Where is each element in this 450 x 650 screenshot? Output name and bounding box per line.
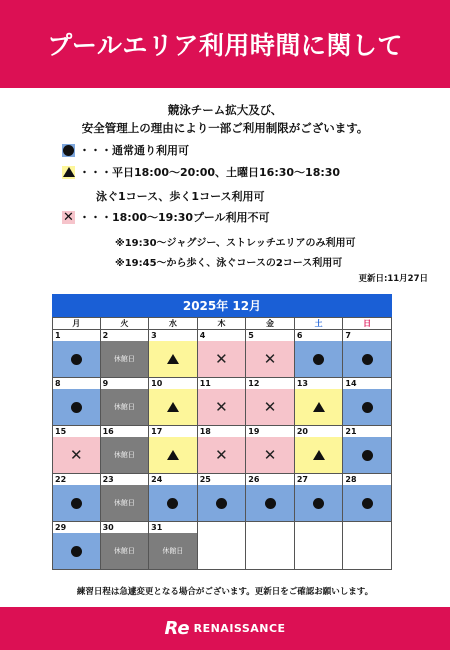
renaissance-logo-icon: Re xyxy=(164,618,190,639)
day-status xyxy=(246,485,294,521)
cross-icon: ✕ xyxy=(215,445,228,464)
weekday-label: 月 xyxy=(52,317,101,330)
legend-tri-label: ・・・平日18:00～20:00、土曜日16:30～18:30 xyxy=(79,166,341,179)
calendar-grid xyxy=(52,317,392,570)
calendar-day-cell xyxy=(295,426,344,474)
day-number: 26 xyxy=(246,474,294,485)
intro-line-1: 競泳チーム拡大及び、 xyxy=(167,103,283,117)
cross-icon: ✕ xyxy=(263,397,277,416)
page-title: プールエリア利用時間に関して xyxy=(47,31,403,60)
day-number: 20 xyxy=(295,426,343,437)
day-status xyxy=(295,437,343,473)
day-number: 17 xyxy=(149,426,197,437)
day-status xyxy=(53,389,100,425)
day-number: 8 xyxy=(53,378,100,389)
triangle-icon xyxy=(313,450,325,460)
day-number: 29 xyxy=(53,522,100,533)
day-status xyxy=(101,437,149,473)
updated-date: 更新日:11月27日 xyxy=(358,274,428,284)
day-status xyxy=(149,485,197,521)
day-number: 3 xyxy=(149,330,197,341)
calendar-day-cell xyxy=(149,378,198,426)
legend-tri-detail: 泳ぐ1コース、歩く1コース利用可 xyxy=(96,190,265,203)
weekday-label: 水 xyxy=(149,317,198,330)
calendar-day-cell xyxy=(149,330,198,378)
calendar-week-row xyxy=(52,426,392,474)
circle-icon xyxy=(167,498,178,509)
day-status xyxy=(246,341,294,377)
day-number: 16 xyxy=(101,426,149,437)
closed-day-label: 休館日 xyxy=(113,403,135,411)
calendar-day-cell xyxy=(246,522,295,570)
calendar-day-cell xyxy=(101,474,150,522)
day-number: 31 xyxy=(149,522,197,533)
intro-line-2: 安全管理上の理由により一部ご利用制限がございます。 xyxy=(81,121,369,135)
day-number: 7 xyxy=(343,330,391,341)
day-status xyxy=(53,437,100,473)
day-status xyxy=(101,341,149,377)
calendar-day-cell xyxy=(52,426,101,474)
day-number: 25 xyxy=(198,474,246,485)
closed-day-label: 休館日 xyxy=(113,355,135,363)
triangle-icon xyxy=(62,166,75,179)
calendar-day-cell xyxy=(101,378,150,426)
day-status xyxy=(198,341,246,377)
day-status xyxy=(343,437,391,473)
day-number: 12 xyxy=(246,378,294,389)
day-number: 10 xyxy=(149,378,197,389)
day-status xyxy=(246,389,294,425)
calendar-day-cell xyxy=(101,426,150,474)
calendar-day-cell xyxy=(198,474,247,522)
day-status xyxy=(198,437,246,473)
day-number: 22 xyxy=(53,474,100,485)
calendar-day-cell xyxy=(149,474,198,522)
calendar-week-row xyxy=(52,330,392,378)
day-number: 18 xyxy=(198,426,246,437)
weekday-label: 土 xyxy=(295,317,344,330)
calendar-week-row xyxy=(52,378,392,426)
calendar-day-cell xyxy=(295,378,344,426)
day-number: 15 xyxy=(53,426,100,437)
day-number: 14 xyxy=(343,378,391,389)
calendar-day-cell xyxy=(198,378,247,426)
calendar-day-cell xyxy=(101,522,150,570)
day-number: 30 xyxy=(101,522,149,533)
calendar-day-cell xyxy=(343,426,392,474)
circle-icon xyxy=(362,450,373,461)
circle-icon xyxy=(362,402,373,413)
calendar-day-cell xyxy=(295,522,344,570)
legend-open-label: ・・・通常通り利用可 xyxy=(79,144,189,157)
circle-icon xyxy=(216,498,227,509)
day-number: 24 xyxy=(149,474,197,485)
cross-icon: ✕ xyxy=(263,349,277,368)
header-banner xyxy=(0,0,450,88)
cross-icon: ✕ xyxy=(63,209,74,225)
day-number: 27 xyxy=(295,474,343,485)
day-status xyxy=(149,389,197,425)
legend-open xyxy=(62,142,189,158)
day-number: 28 xyxy=(343,474,391,485)
weekday-label: 火 xyxy=(101,317,150,330)
calendar-day-cell xyxy=(343,474,392,522)
day-number: 13 xyxy=(295,378,343,389)
cross-icon: ✕ xyxy=(215,349,228,368)
day-number: 6 xyxy=(295,330,343,341)
day-status xyxy=(246,437,294,473)
weekday-header-row xyxy=(52,317,392,330)
day-number: 19 xyxy=(246,426,294,437)
calendar-day-cell xyxy=(198,522,247,570)
calendar-day-cell xyxy=(52,378,101,426)
circle-icon xyxy=(313,498,324,509)
legend-cross-label: ・・・18:00～19:30プール利用不可 xyxy=(79,211,270,224)
legend-note-2: ※19:45～から歩く、泳ぐコースの2コース利用可 xyxy=(115,258,343,269)
calendar-day-cell xyxy=(295,474,344,522)
calendar-day-cell xyxy=(149,426,198,474)
footnote: 練習日程は急遽変更となる場合がございます。更新日をご確認お願いします。 xyxy=(76,587,374,597)
circle-icon xyxy=(265,498,276,509)
day-status xyxy=(149,341,197,377)
weekday-label: 金 xyxy=(246,317,295,330)
day-number: 11 xyxy=(198,378,246,389)
triangle-icon xyxy=(167,354,179,364)
cross-icon: ✕ xyxy=(69,445,83,464)
calendar-day-cell xyxy=(295,330,344,378)
calendar-day-cell xyxy=(246,330,295,378)
circle-icon xyxy=(71,354,82,365)
calendar-day-cell xyxy=(198,330,247,378)
calendar-week-row xyxy=(52,522,392,570)
calendar-day-cell xyxy=(52,522,101,570)
circle-icon xyxy=(71,498,82,509)
calendar-week-row xyxy=(52,474,392,522)
day-status xyxy=(343,485,391,521)
calendar-day-cell xyxy=(101,330,150,378)
day-status xyxy=(53,341,100,377)
circle-icon xyxy=(71,402,82,413)
day-status xyxy=(149,437,197,473)
day-status xyxy=(198,389,246,425)
calendar-day-cell xyxy=(343,330,392,378)
calendar-day-cell xyxy=(343,378,392,426)
day-number: 2 xyxy=(101,330,149,341)
circle-icon xyxy=(362,498,373,509)
brand-logo-text: RENAISSANCE xyxy=(193,622,286,635)
circle-icon xyxy=(313,354,324,365)
day-status xyxy=(101,389,149,425)
weekday-label: 木 xyxy=(198,317,247,330)
day-number: 9 xyxy=(101,378,149,389)
circle-icon xyxy=(362,354,373,365)
calendar-day-cell xyxy=(246,426,295,474)
cross-icon: ✕ xyxy=(263,445,277,464)
day-status xyxy=(343,341,391,377)
day-status xyxy=(295,389,343,425)
day-status xyxy=(53,533,100,569)
calendar-day-cell xyxy=(343,522,392,570)
calendar-day-cell xyxy=(149,522,198,570)
day-number: 23 xyxy=(101,474,149,485)
calendar-day-cell xyxy=(52,474,101,522)
calendar-title: 2025年 12月 xyxy=(52,294,392,317)
circle-icon xyxy=(62,144,75,157)
day-status xyxy=(149,533,197,569)
legend-cross xyxy=(62,209,269,225)
day-number: 1 xyxy=(53,330,100,341)
triangle-icon xyxy=(167,402,179,412)
legend-note-1: ※19:30～ジャグジー、ストレッチエリアのみ利用可 xyxy=(115,238,356,249)
day-number: 21 xyxy=(343,426,391,437)
closed-day-label: 休館日 xyxy=(113,451,135,459)
closed-day-label: 休館日 xyxy=(113,547,135,555)
intro-text xyxy=(0,101,450,137)
day-status xyxy=(295,341,343,377)
calendar-day-cell xyxy=(198,426,247,474)
cross-icon: ✕ xyxy=(215,397,228,416)
day-number: 5 xyxy=(246,330,294,341)
calendar-day-cell xyxy=(246,378,295,426)
footer-banner xyxy=(0,607,450,650)
closed-day-label: 休館日 xyxy=(113,499,135,507)
legend-tri xyxy=(62,164,340,180)
day-status xyxy=(53,485,100,521)
calendar-day-cell xyxy=(52,330,101,378)
weekday-label: 日 xyxy=(343,317,392,330)
day-status xyxy=(101,533,149,569)
day-status xyxy=(295,485,343,521)
calendar-day-cell xyxy=(246,474,295,522)
triangle-icon xyxy=(313,402,325,412)
circle-icon xyxy=(71,546,82,557)
day-number: 4 xyxy=(198,330,246,341)
closed-day-label: 休館日 xyxy=(162,547,184,555)
day-status xyxy=(198,485,246,521)
day-status xyxy=(343,389,391,425)
day-status xyxy=(101,485,149,521)
triangle-icon xyxy=(167,450,179,460)
